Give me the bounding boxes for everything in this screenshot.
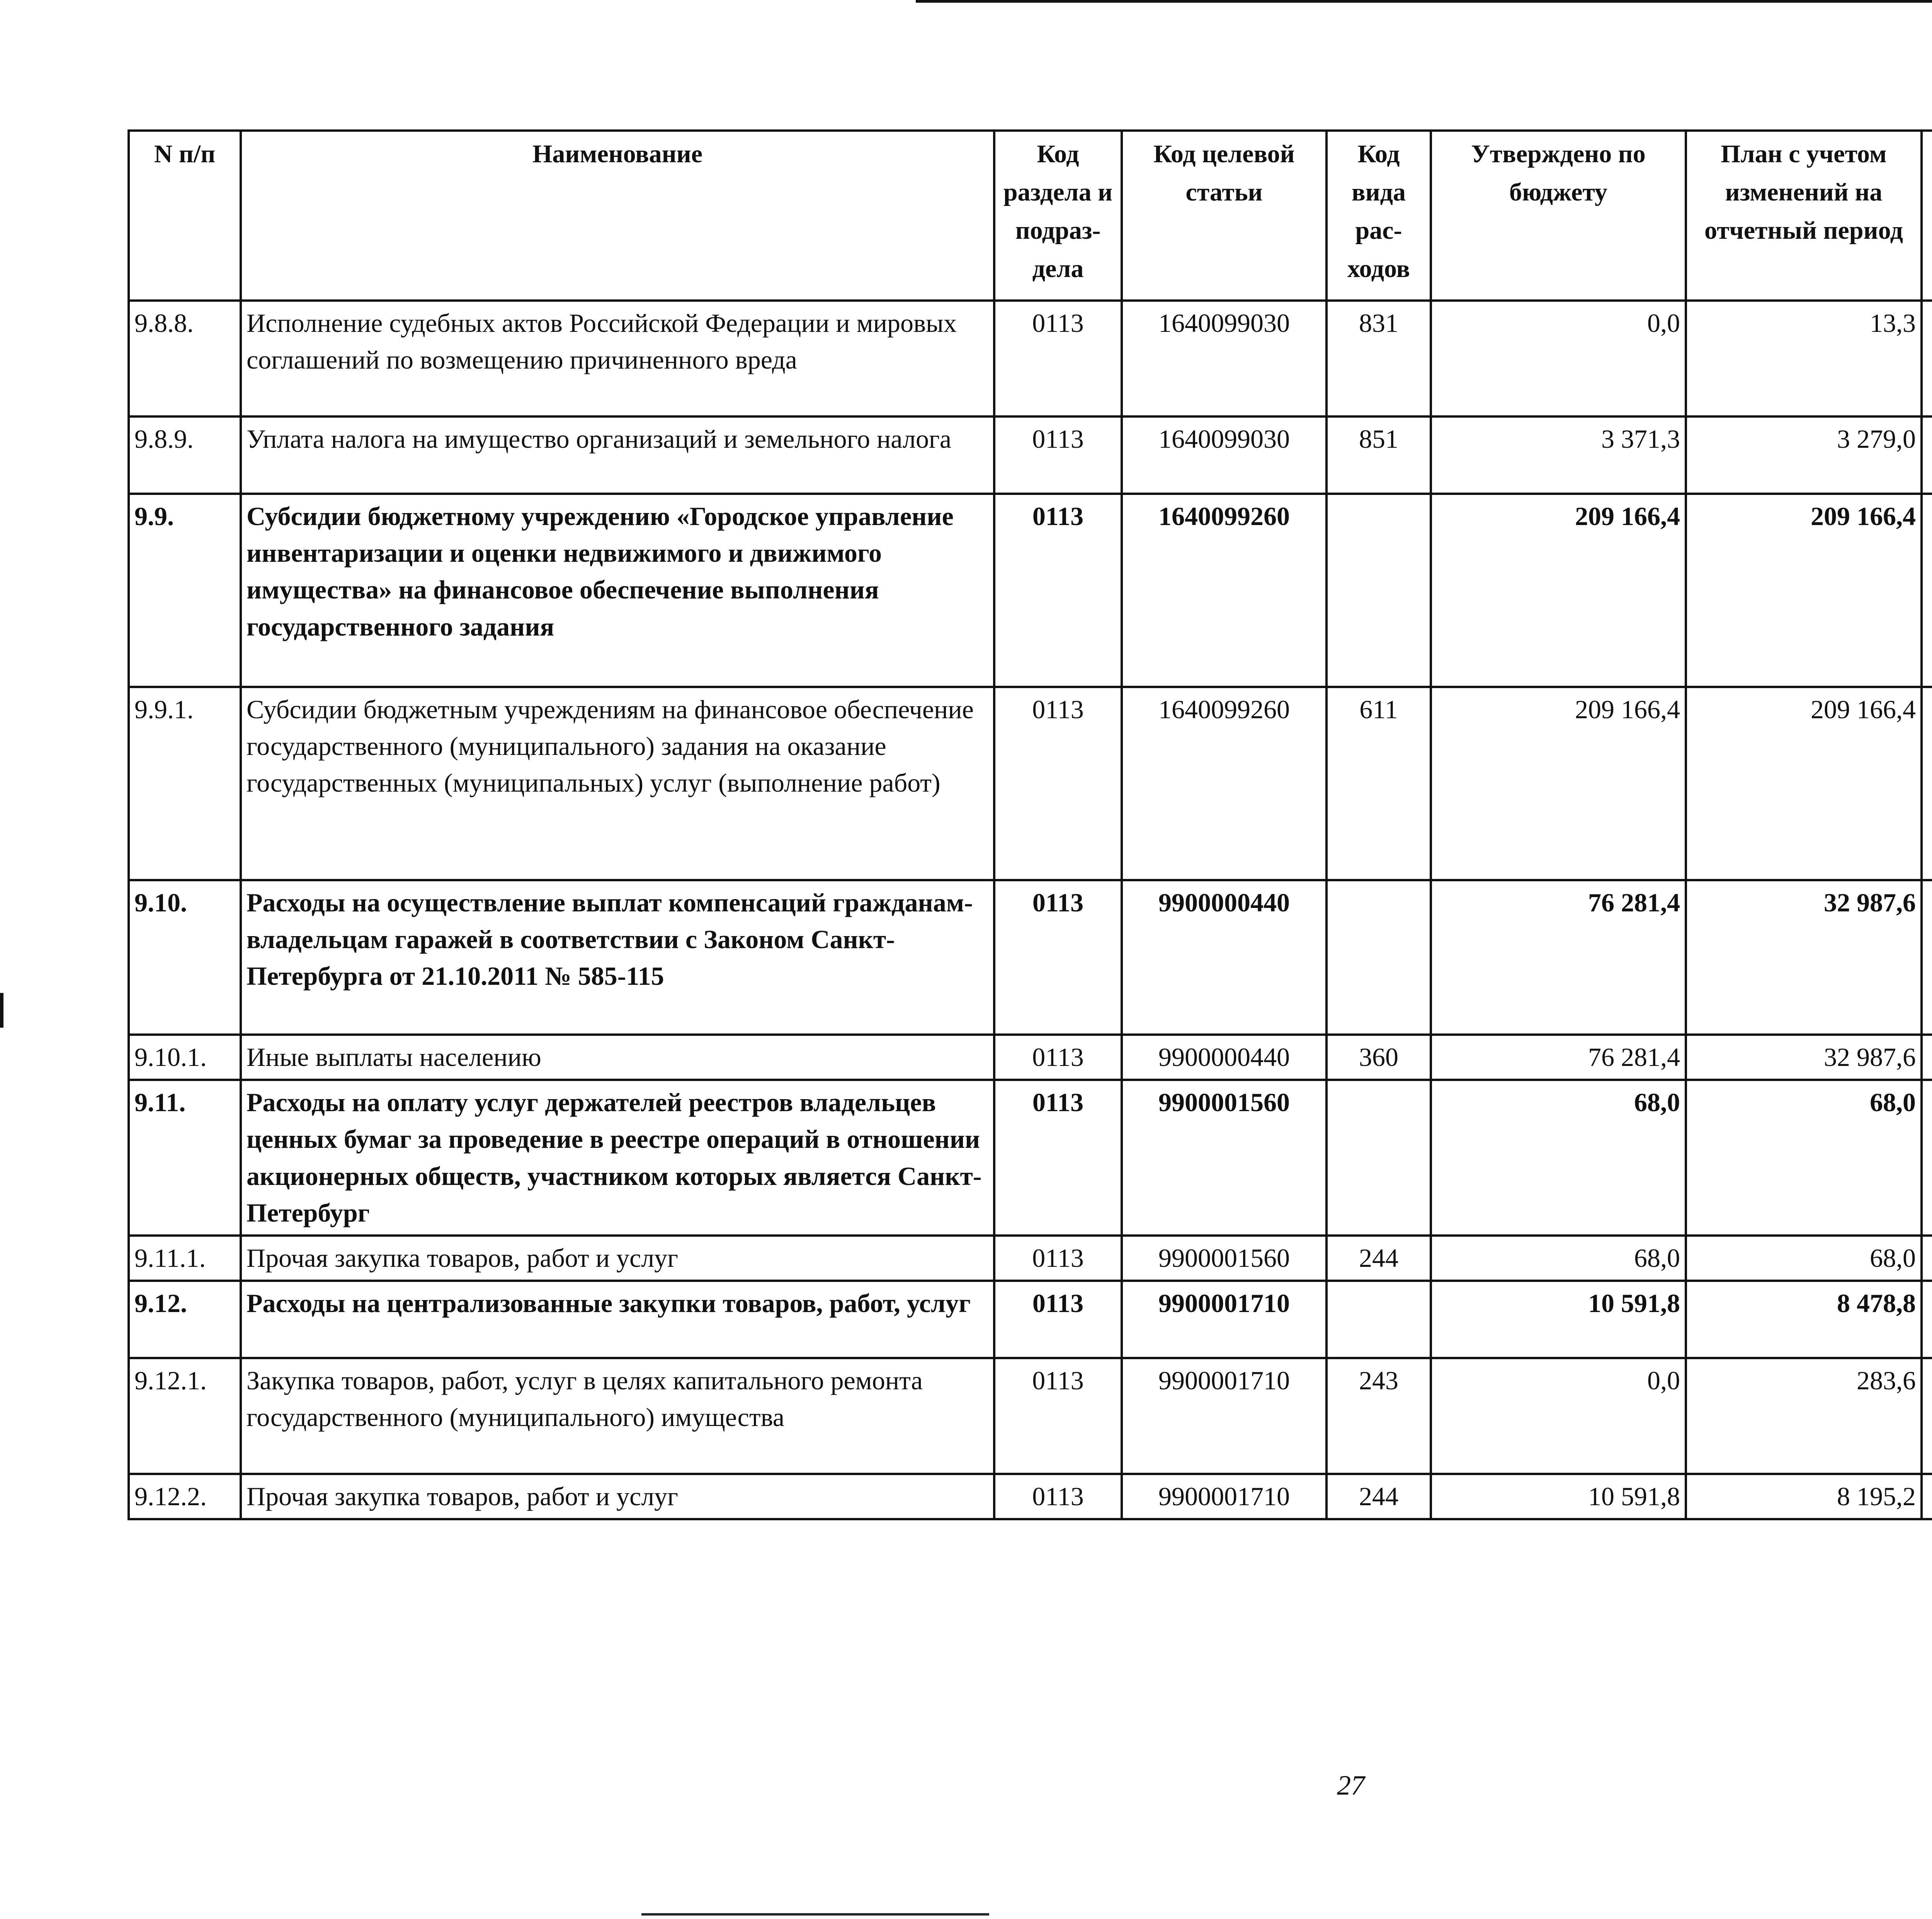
cell-plan: 8 478,8: [1686, 1281, 1922, 1358]
cell-target: 1640099030: [1122, 416, 1327, 494]
cell-section: 0113: [994, 1035, 1122, 1080]
cell-name: Прочая закупка товаров, работ и услуг: [241, 1474, 994, 1519]
cell-executed: [1922, 416, 1932, 494]
cell-executed: [1922, 1358, 1932, 1474]
cell-target: 9900001710: [1122, 1281, 1327, 1358]
header-code-target: Код целевой статьи: [1122, 131, 1327, 301]
top-rule: [916, 0, 1932, 3]
cell-section: 0113: [994, 1474, 1122, 1519]
cell-name: Субсидии бюджетному учреждению «Городское управление инвентаризации и оценки недвижимого и движимого имущества» на финансовое обеспечение выполнения государственного задания: [241, 494, 994, 687]
table-row: [129, 1080, 1932, 1236]
cell-section: 0113: [994, 880, 1122, 1035]
cell-name: Закупка товаров, работ, услуг в целях капитального ремонта государственного (муниципального) имущества: [241, 1358, 994, 1474]
header-plan: План с учетом изменений на отчетный период: [1686, 131, 1922, 301]
cell-num: 9.8.8.: [129, 301, 241, 416]
cell-approved: 209 166,4: [1431, 494, 1686, 687]
cell-type: 244: [1327, 1236, 1431, 1281]
cell-plan: 283,6: [1686, 1358, 1922, 1474]
table-row: [129, 1358, 1932, 1474]
cell-type: [1327, 1281, 1431, 1358]
table-row: [129, 1474, 1932, 1519]
cell-num: 9.11.: [129, 1080, 241, 1236]
cell-plan: 209 166,4: [1686, 494, 1922, 687]
cell-approved: 3 371,3: [1431, 416, 1686, 494]
cell-executed: [1922, 301, 1932, 416]
cell-type: [1327, 494, 1431, 687]
cell-executed: [1922, 1281, 1932, 1358]
cell-approved: 76 281,4: [1431, 880, 1686, 1035]
cell-target: 9900001560: [1122, 1236, 1327, 1281]
cell-type: 611: [1327, 687, 1431, 880]
cell-type: 243: [1327, 1358, 1431, 1474]
cell-target: 1640099260: [1122, 687, 1327, 880]
cell-target: 9900000440: [1122, 880, 1327, 1035]
cell-section: 0113: [994, 1358, 1122, 1474]
cell-executed: [1922, 494, 1932, 687]
cell-num: 9.12.2.: [129, 1474, 241, 1519]
header-name: Наименование: [241, 131, 994, 301]
table-row: [129, 1236, 1932, 1281]
cell-approved: 0,0: [1431, 1358, 1686, 1474]
cell-num: 9.12.: [129, 1281, 241, 1358]
cell-plan: 3 279,0: [1686, 416, 1922, 494]
cell-name: Уплата налога на имущество организаций и земельного налога: [241, 416, 994, 494]
table-row: [129, 416, 1932, 494]
cell-num: 9.10.: [129, 880, 241, 1035]
cell-type: [1327, 880, 1431, 1035]
cell-approved: 10 591,8: [1431, 1281, 1686, 1358]
cell-executed: [1922, 687, 1932, 880]
cell-plan: 68,0: [1686, 1236, 1922, 1281]
header-row-1: [129, 131, 1932, 177]
cell-executed: [1922, 1080, 1932, 1236]
cell-type: 360: [1327, 1035, 1431, 1080]
cell-plan: 13,3: [1686, 301, 1922, 416]
cell-approved: 10 591,8: [1431, 1474, 1686, 1519]
cell-executed: [1922, 1236, 1932, 1281]
header-num: N п/п: [129, 131, 241, 301]
cell-plan: 32 987,6: [1686, 1035, 1922, 1080]
cell-plan: 209 166,4: [1686, 687, 1922, 880]
table-row: [129, 494, 1932, 687]
cell-executed: [1922, 1035, 1932, 1080]
cell-num: 9.10.1.: [129, 1035, 241, 1080]
cell-name: Расходы на осуществление выплат компенсаций гражданам-владельцам гаражей в соответствии с Законом Санкт-Петербурга от 21.10.2011 № 585-115: [241, 880, 994, 1035]
cell-name: Исполнение судебных актов Российской Федерации и мировых соглашений по возмещению причиненного вреда: [241, 301, 994, 416]
cell-approved: 68,0: [1431, 1236, 1686, 1281]
cell-target: 9900001560: [1122, 1080, 1327, 1236]
cell-plan: 68,0: [1686, 1080, 1922, 1236]
cell-plan: 8 195,2: [1686, 1474, 1922, 1519]
cell-name: Расходы на централизованные закупки товаров, работ, услуг: [241, 1281, 994, 1358]
table-row: [129, 301, 1932, 416]
cell-section: 0113: [994, 494, 1122, 687]
header-approved: Утверждено по бюджету: [1431, 131, 1686, 301]
table-row: [129, 1281, 1932, 1358]
cell-target: 9900001710: [1122, 1358, 1327, 1474]
cell-num: 9.9.1.: [129, 687, 241, 880]
cell-section: 0113: [994, 416, 1122, 494]
cell-plan: 32 987,6: [1686, 880, 1922, 1035]
cell-section: 0113: [994, 1080, 1122, 1236]
cell-name: Прочая закупка товаров, работ и услуг: [241, 1236, 994, 1281]
cell-section: 0113: [994, 1281, 1122, 1358]
cell-approved: 209 166,4: [1431, 687, 1686, 880]
header-executed: [1922, 131, 1932, 301]
cell-approved: 0,0: [1431, 301, 1686, 416]
cell-type: [1327, 1080, 1431, 1236]
cell-name: Иные выплаты населению: [241, 1035, 994, 1080]
bottom-rule: [641, 1913, 989, 1916]
page-number: 27: [1337, 1770, 1365, 1801]
margin-mark: [0, 993, 3, 1028]
cell-type: 851: [1327, 416, 1431, 494]
header-code-type: Код вида рас-ходов: [1327, 131, 1431, 301]
cell-num: 9.11.1.: [129, 1236, 241, 1281]
cell-name: Субсидии бюджетным учреждениям на финансовое обеспечение государственного (муниципального) задания на оказание государственных (муниципальных) услуг (выполнение работ): [241, 687, 994, 880]
cell-target: 1640099260: [1122, 494, 1327, 687]
cell-type: 831: [1327, 301, 1431, 416]
cell-name: Расходы на оплату услуг держателей реестров владельцев ценных бумаг за проведение в реестре операций в отношении акционерных обществ, участником которых является Санкт-Петербург: [241, 1080, 994, 1236]
table-row: [129, 880, 1932, 1035]
cell-executed: [1922, 880, 1932, 1035]
cell-target: 9900000440: [1122, 1035, 1327, 1080]
cell-num: 9.8.9.: [129, 416, 241, 494]
cell-section: 0113: [994, 301, 1122, 416]
cell-approved: 68,0: [1431, 1080, 1686, 1236]
cell-executed: [1922, 1474, 1932, 1519]
table-row: [129, 1035, 1932, 1080]
cell-section: 0113: [994, 1236, 1122, 1281]
cell-num: 9.12.1.: [129, 1358, 241, 1474]
cell-target: 1640099030: [1122, 301, 1327, 416]
cell-target: 9900001710: [1122, 1474, 1327, 1519]
budget-execution-table: [128, 129, 1932, 1520]
table-row: [129, 687, 1932, 880]
table-body: [129, 301, 1932, 1519]
cell-section: 0113: [994, 687, 1122, 880]
header-code-section: Код раздела и подраз-дела: [994, 131, 1122, 301]
cell-num: 9.9.: [129, 494, 241, 687]
cell-type: 244: [1327, 1474, 1431, 1519]
cell-approved: 76 281,4: [1431, 1035, 1686, 1080]
